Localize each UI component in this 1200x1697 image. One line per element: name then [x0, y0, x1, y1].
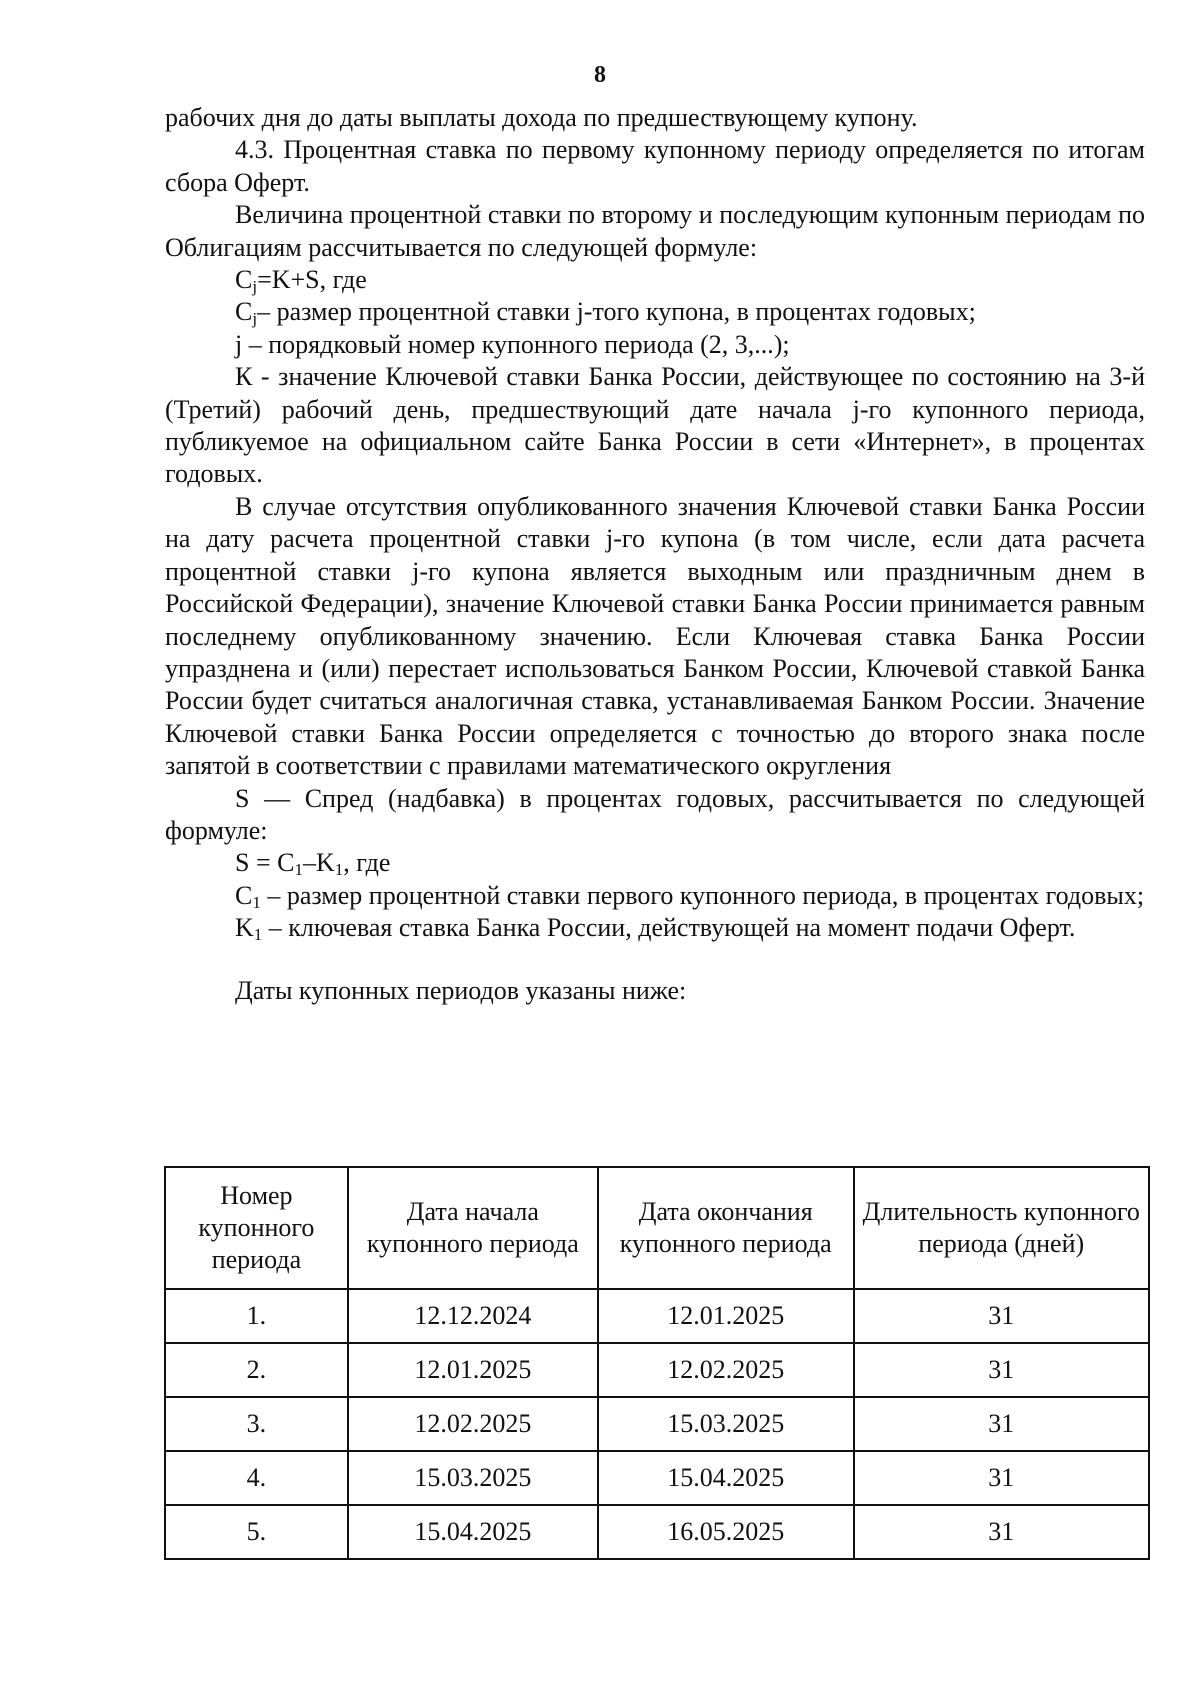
cell-duration: 31: [854, 1505, 1150, 1559]
cell-duration: 31: [854, 1451, 1150, 1505]
definition-k: К - значение Ключевой ставки Банка России, действующее по состоянию на 3-й (Третий) рабочий день, предшествующий дате начала j-го купонного периода, публикуемое на официальном сайте Банка России в сети «Интернет», в процентах годовых.: [165, 362, 1145, 489]
cell-duration: 31: [854, 1343, 1150, 1397]
cell-coupon-number: 4.: [165, 1451, 348, 1505]
cell-duration: 31: [854, 1289, 1150, 1343]
cell-coupon-number: 5.: [165, 1505, 348, 1559]
formula-cj: $C_j=K+S$, где: [235, 265, 367, 297]
cell-duration: 31: [854, 1397, 1150, 1451]
table-header-row: [165, 1167, 1149, 1289]
coupon-periods-table: [164, 1166, 1150, 1560]
paragraph-continuation: рабочих дня до даты выплаты дохода по предшествующему купону.: [165, 103, 918, 132]
page-number: 8: [594, 62, 606, 88]
cell-start-date: 12.02.2025: [348, 1397, 598, 1451]
cell-start-date: 12.12.2024: [348, 1289, 598, 1343]
cell-end-date: 12.01.2025: [598, 1289, 854, 1343]
cell-end-date: 16.05.2025: [598, 1505, 854, 1559]
cell-end-date: 15.03.2025: [598, 1397, 854, 1451]
cell-coupon-number: 2.: [165, 1343, 348, 1397]
cell-start-date: 15.04.2025: [348, 1505, 598, 1559]
cell-end-date: 12.02.2025: [598, 1343, 854, 1397]
coupon-dates-intro: Даты купонных периодов указаны ниже:: [235, 975, 687, 1005]
table-row: [165, 1343, 1149, 1397]
definition-c1: $C_1$ – размер процентной ставки первого купонного периода, в процентах годовых;: [235, 880, 1145, 912]
cell-end-date: 15.04.2025: [598, 1451, 854, 1505]
table-row: [165, 1505, 1149, 1559]
table-row: [165, 1451, 1149, 1505]
paragraph-key-rate-absence: В случае отсутствия опубликованного значения Ключевой ставки Банка России на дату расчета процентной ставки j-го купона (в том числе, если дата расчета процентной ставки j-го купона является выходным или праздничным днем в Российской Федерации), значение Ключевой ставки Банка России принимается равным последнему опубликованному значению. Если Ключевая ставка Банка России упразднена и (или) перестает использоваться Банком России, Ключевой ставкой Банка России будет считаться аналогичная ставка, устанавливаемая Банком России. Значение Ключевой ставки Банка России определяется с точностью до второго знака после запятой в соответствии с правилами математического округления: [165, 491, 1145, 781]
header-coupon-number: Номер купонного периода: [165, 1167, 348, 1289]
definition-k1: $K_1$ – ключевая ставка Банка России, действующей на момент подачи Оферт.: [235, 913, 1076, 945]
cell-start-date: 12.01.2025: [348, 1343, 598, 1397]
header-start-date: Дата начала купонного периода: [348, 1167, 598, 1289]
definition-s: S — Спред (надбавка) в процентах годовых, рассчитывается по следующей формуле:: [165, 783, 1145, 845]
table-row: [165, 1289, 1149, 1343]
paragraph-4-3: 4.3. Процентная ставка по первому купонному периоду определяется по итогам сбора Оферт.: [165, 135, 1145, 197]
cell-coupon-number: 1.: [165, 1289, 348, 1343]
header-end-date: Дата окончания купонного периода: [598, 1167, 854, 1289]
cell-start-date: 15.03.2025: [348, 1451, 598, 1505]
cell-coupon-number: 3.: [165, 1397, 348, 1451]
definition-cj: $C_j-$ размер процентной ставки j-того купона, в процентах годовых;: [235, 297, 976, 329]
table-row: [165, 1397, 1149, 1451]
paragraph-rate-formula-intro: Величина процентной ставки по второму и последующим купонным периодам по Облигациям рассчитывается по следующей формуле:: [165, 200, 1145, 262]
header-duration: Длительность купонного периода (дней): [854, 1167, 1150, 1289]
formula-s: $S = C_1-K_1$, где: [235, 848, 391, 880]
definition-j: j – порядковый номер купонного периода (2, 3,...);: [235, 329, 790, 359]
document-body: [165, 102, 1145, 1007]
